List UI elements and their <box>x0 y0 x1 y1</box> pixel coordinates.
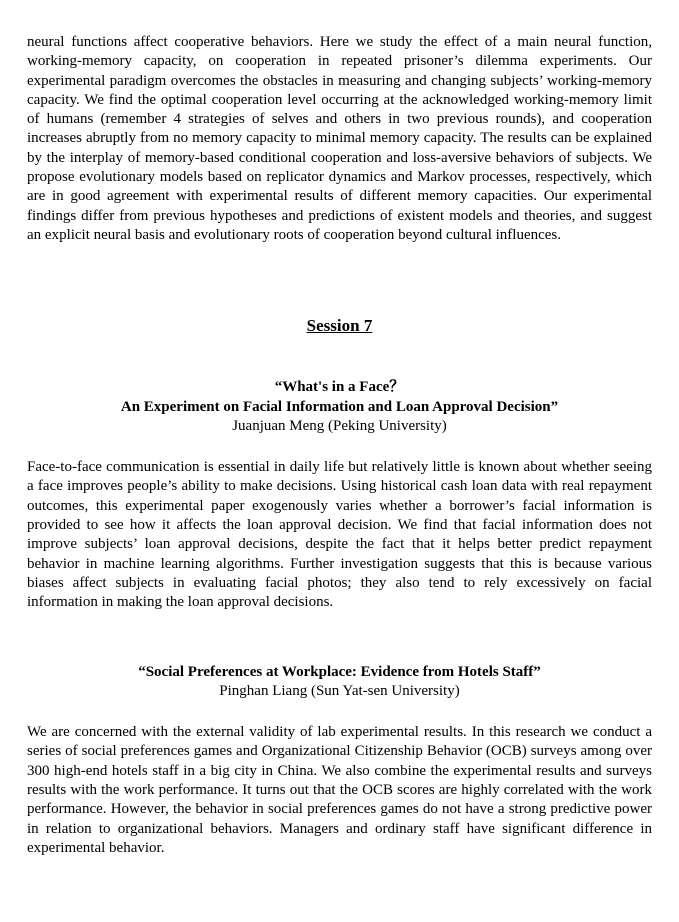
talk-2-abstract-paragraph: We are concerned with the external validity of lab experimental results. In this research we conduct a series of social preferences games and Organizational Citizenship Behavior (OCB) surveys among over 300 high-end hotels staff in a big city in China. We also combine the experimental results and surveys results with the work performance. It turns out that the OCB scores are highly correlated with the work performance. However, the behavior in social preferences games do not have a strong predictive power in relation to organizational behaviors. Managers and ordinary staff have significant difference in experimental behavior. <box>27 724 652 856</box>
talk-1-title-line-1: “What's in a Face？ <box>274 379 405 396</box>
talk-2-title-line-1: “Social Preferences at Workplace: Evidence from Hotels Staff” <box>138 663 541 680</box>
talk-1-header <box>27 378 652 436</box>
talk-1-abstract-paragraph: Face-to-face communication is essential in daily life but relatively little is known about whether seeing a face improves people’s ability to make decisions. Using historical cash loan data with real repayment outcomes, this experimental paper exogenously varies whether a borrower’s facial information is provided to see how it affects the loan approval decision. We find that facial information does not improve subjects’ loan approval decisions, despite the fact that it helps better predict repayment behavior in machine learning algorithms. Further investigation suggests that this is because various biases affect subjects in evaluating facial photos; they also tend to rely excessively on facial information in making the loan approval decisions. <box>27 459 652 611</box>
talk-2-header <box>27 663 652 702</box>
talk-1-speaker: Juanjuan Meng (Peking University) <box>232 417 447 434</box>
talk-2-speaker: Pinghan Liang (Sun Yat-sen University) <box>219 682 460 699</box>
abstract-continuation-paragraph: neural functions affect cooperative behaviors. Here we study the effect of a main neural function, working-memory capacity, on cooperation in repeated prisoner’s dilemma experiments. Our experimental paradigm overcomes the obstacles in measuring and changing subjects’ working-memory capacity. We find the optimal cooperation level occurring at the acknowledged working-memory limit of humans (remember 4 strategies of selves and others in two previous rounds), and cooperation increases abruptly from no memory capacity to minimal memory capacity. The results can be explained by the interplay of memory-based conditional cooperation and loss-aversive behaviors of subjects. We propose evolutionary models based on replicator dynamics and Markov processes, respectively, which are in good agreement with experimental results of different memory capacities. Our experimental findings differ from previous hypotheses and predictions of existent models and theories, and suggest an explicit neural basis and evolutionary roots of cooperation beyond cultural influences. <box>27 34 652 243</box>
session-heading: Session 7 <box>306 316 373 336</box>
talk-1-title-line-2: An Experiment on Facial Information and Loan Approval Decision” <box>120 398 559 415</box>
